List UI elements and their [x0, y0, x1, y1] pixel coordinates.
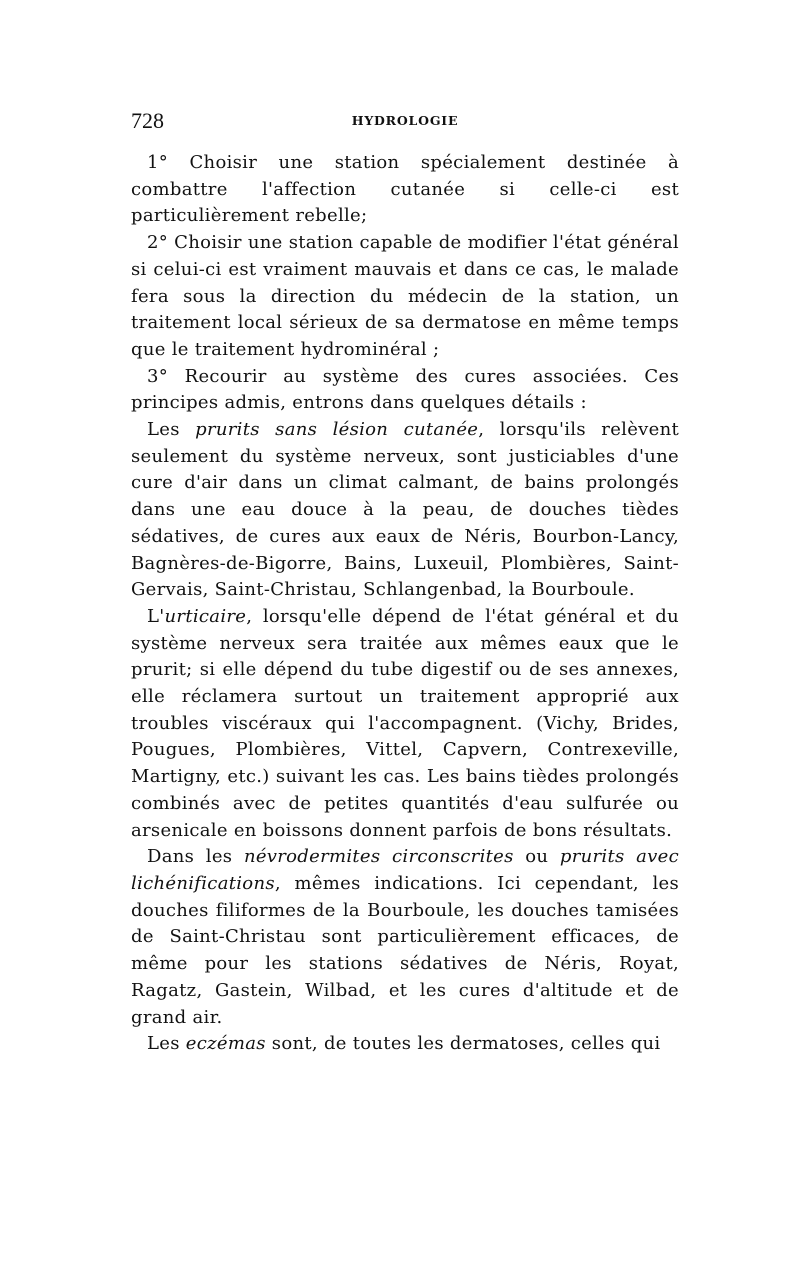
- paragraph-3-text: 3° Recourir au système des cures associées. Ces principes admis, entrons dans quelques détails :: [131, 365, 679, 414]
- running-head: [131, 107, 679, 135]
- paragraph-4-run-3: , lorsqu'ils relèvent seulement du système nerveux, sont justiciables d'une cure d'air dans un climat calmant, de bains prolongés dans une eau douce à la peau, de douches tièdes sédatives, de cures aux eaux de Néris, Bourbon-Lancy, Bagnères-de-Bigorre, Bains, Luxeuil, Plombières, Saint-Gervais, Saint-Christau, Schlangenbad, la Bourboule.: [131, 419, 679, 601]
- paragraph-1: [131, 150, 679, 230]
- paragraph-7-run-1: Les: [147, 1033, 186, 1055]
- page-number: 728: [131, 108, 164, 133]
- paragraph-6-italic-term-1: névrodermites circonscrites: [243, 846, 514, 868]
- paragraph-6: [131, 844, 679, 1031]
- paragraph-6-run-1: Dans les: [147, 846, 244, 868]
- paragraph-4: [131, 417, 679, 604]
- paragraph-7: [131, 1031, 679, 1058]
- paragraph-7-italic-term: eczémas: [185, 1033, 266, 1055]
- paragraph-1-text: 1° Choisir une station spécialement destinée à combattre l'affection cutanée si celle-ci est particulièrement rebelle;: [131, 152, 679, 227]
- paragraph-4-italic-term: prurits sans lésion cutanée: [195, 419, 479, 441]
- paragraph-5-run-3: , lorsqu'elle dépend de l'état général et du système nerveux sera traitée aux mêmes eaux que le prurit; si elle dépend du tube digestif ou de ses annexes, elle réclamera surtout un traitement approprié aux troubles viscéraux qui l'accompagnent. (Vichy, Brides, Pougues, Plombières, Vittel, Capvern, Contrexeville, Martigny, etc.) suivant les cas. Les bains tièdes prolongés combinés avec de petites quantités d'eau sulfurée ou arsenicale en boissons donnent parfois de bons résultats.: [131, 605, 679, 841]
- running-title: HYDROLOGIE: [351, 113, 459, 128]
- paragraph-2: [131, 230, 679, 364]
- paragraph-5: [131, 604, 679, 844]
- paragraph-6-italic-term-2: prurits avec lichénifications: [131, 846, 679, 894]
- paragraph-5-italic-term: urticaire: [164, 605, 247, 627]
- paragraph-3: [131, 364, 679, 417]
- paragraph-4-run-1: Les: [147, 419, 196, 441]
- paragraph-7-run-3: sont, de toutes les dermatoses, celles qui: [265, 1033, 661, 1055]
- paragraph-6-run-3: ou: [513, 846, 560, 868]
- paragraph-6-run-5: , mêmes indications. Ici cependant, les douches filiformes de la Bourboule, les douches tamisées de Saint-Christau sont particulièrement efficaces, de même pour les stations sédatives de Néris, Royat, Ragatz, Gastein, Wilbad, et les cures d'altitude et de grand air.: [131, 872, 679, 1028]
- paragraph-5-run-1: L': [147, 605, 165, 627]
- body-text: [131, 150, 679, 1058]
- paragraph-2-text: 2° Choisir une station capable de modifier l'état général si celui-ci est vraiment mauvais et dans ce cas, le malade fera sous la direction du médecin de la station, un traitement local sérieux de sa dermatose en même temps que le traitement hydrominéral ;: [131, 232, 679, 360]
